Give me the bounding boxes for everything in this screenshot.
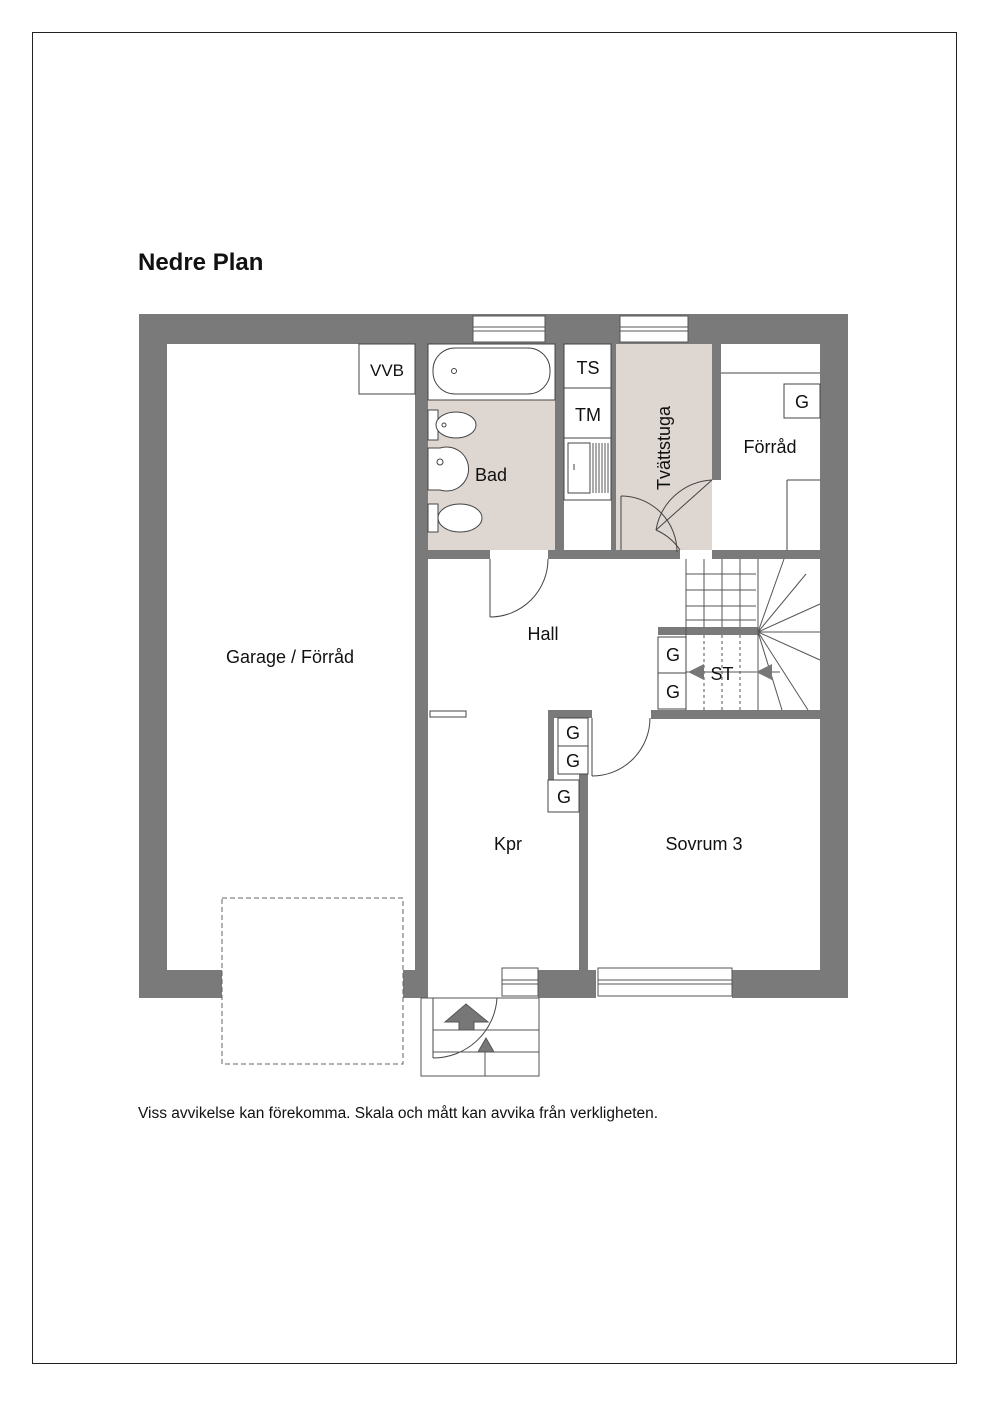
toilet-icon	[428, 504, 482, 532]
room-forrad-label: Förråd	[743, 437, 797, 457]
room-sovrum-label: Sovrum 3	[665, 834, 743, 854]
garage-door-swing	[222, 898, 403, 1064]
g-label-closet-2: G	[565, 751, 581, 771]
st-label: ST	[710, 664, 734, 684]
hall-radiator	[430, 711, 466, 717]
room-tvattstuga-label: Tvättstuga	[654, 405, 674, 491]
room-bad-label: Bad	[474, 465, 508, 485]
g-label-closet-3: G	[556, 787, 572, 807]
laundry-sink-icon	[564, 438, 611, 500]
g-label-closet-1: G	[565, 723, 581, 743]
bidet-icon	[428, 410, 476, 440]
sink-icon	[428, 447, 469, 491]
room-kpr-label: Kpr	[493, 834, 523, 854]
entrance-arrow-icon	[445, 1004, 494, 1052]
tm-label: TM	[575, 405, 601, 425]
ts-label: TS	[576, 358, 600, 378]
disclaimer-text: Viss avvikelse kan förekomma. Skala och mått kan avvika från verkligheten.	[138, 1105, 659, 1122]
g-label-forrad: G	[794, 392, 810, 412]
g-label-hall-2: G	[665, 682, 681, 702]
bathtub-icon	[428, 344, 555, 400]
plan-title: Nedre Plan	[138, 249, 264, 276]
room-garage-label: Garage / Förråd	[225, 647, 355, 667]
g-label-hall-1: G	[665, 645, 681, 665]
room-hall-label: Hall	[527, 624, 559, 644]
vvb-label: VVB	[369, 361, 405, 380]
